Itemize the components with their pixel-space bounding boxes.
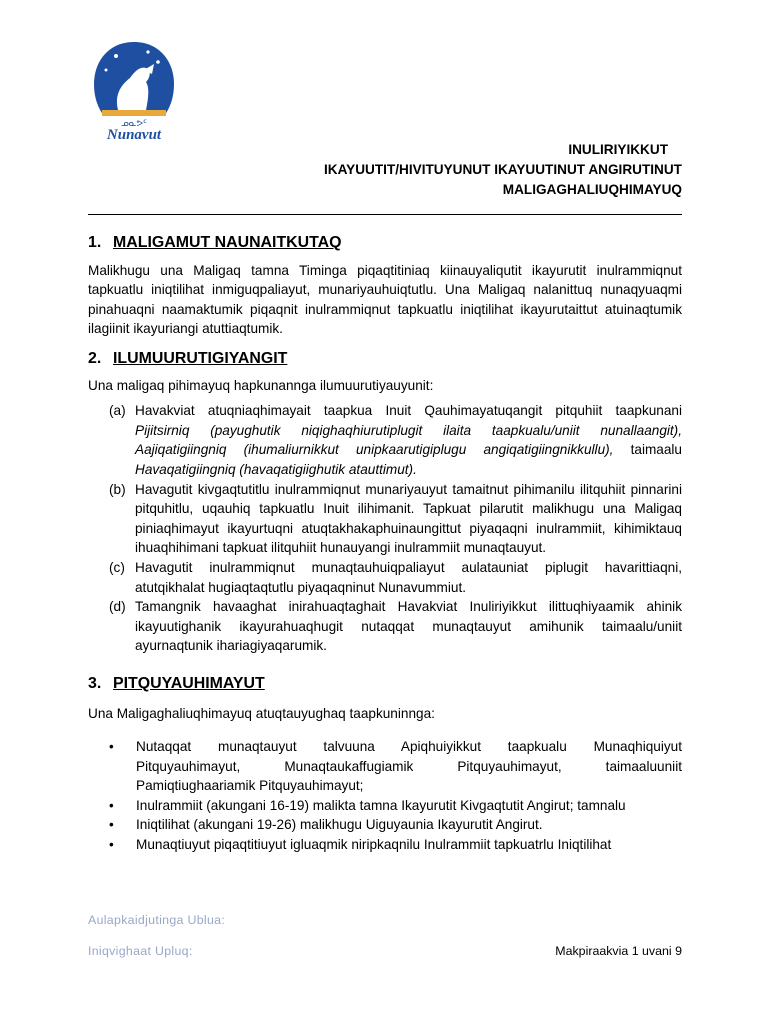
list-item [109, 597, 682, 656]
item-text: Munaqtiuyut piqaqtitiuyut igluaqmik niripkaqnilu Inulrammiit tapkuatrlu Iniqtilihat [136, 837, 612, 853]
item-label: (d) [109, 599, 126, 615]
item-label: (c) [109, 559, 125, 575]
section-1-heading [88, 233, 682, 253]
bullet-icon: • [109, 817, 114, 833]
title-line-1: INULIRIYIKKUT [568, 142, 668, 157]
document-title [324, 140, 682, 200]
list-item [109, 796, 682, 816]
item-label: (a) [109, 403, 126, 419]
item-label: (b) [109, 481, 126, 497]
section-3-intro: Una Maligaghaliuqhimayuq atuqtauyughaq taapkuninnga: [88, 706, 435, 722]
logo-syllabics: ᓄᓇᕗᑦ [121, 119, 147, 129]
bullet-icon: • [109, 837, 114, 853]
section-title: PITQUYAUHIMAYUT [113, 674, 265, 692]
item-text: Havagutit inulrammiqnut munaqtauhuiqpaliayut aulatauniat piplugit havarittiaqni, atutqikhalat hugiaqtaqtutlu piyaqaqninut Nunavummiut. [135, 559, 682, 595]
section-number: 2. [88, 349, 102, 367]
item-text: Iniqtilihat (akungani 19-26) malikhugu Uiguyaunia Ikayurutit Angirut. [136, 817, 543, 833]
nunavut-logo-icon [88, 40, 180, 140]
item-text: Nutaqqat munaqtauyut talvuuna Apiqhuiyikkut taapkualu Munaqhiquiyut Pitquyauhimayut, Munaqtaukaffugiamik Pitquyauhimayut, taimaaluuniit Pamiqtiughaariamik Pitquyauhimayut; [136, 739, 682, 794]
footer-review-date: Iniqvighaat Upluq: [88, 944, 193, 958]
title-line-3: MALIGAGHALIUQHIMAYUQ [502, 182, 682, 197]
section-2-intro: Una maligaq pihimayuq hapkunannga ilumuurutiyauyunit: [88, 377, 434, 393]
logo-wordmark: Nunavut [106, 127, 162, 140]
section-title: MALIGAMUT NAUNAITKUTAQ [113, 234, 342, 251]
item-text: Inulrammiit (akungani 16-19) malikta tamna Ikayurutit Kivgaqtutit Angirut; tamnalu [136, 797, 626, 813]
list-item [109, 835, 682, 855]
list-item [109, 558, 682, 597]
list-item [109, 815, 682, 835]
section-number: 1. [88, 234, 102, 251]
section-title: ILUMUURUTIGIYANGIT [113, 349, 288, 367]
bullet-icon: • [109, 739, 114, 755]
list-item [109, 737, 682, 796]
section-1-body: Malikhugu una Maligaq tamna Timinga piqaqtitiniaq kiinauyaliqutit ikayurutit inulrammiqnut tapkuatlu iniqtilihat inmiguqpaliayut, munariyauhuiqtutlu. Una Maligaq nalanittuq nunaqyuaqmi pinahuaqni naamaktumik piqaqnit inulrammiqnut tapkuatlu iniqtilihat ikayurutaittut atuinaqtumik ilagiinit ikayuriangi atuttiaqtumik. [88, 262, 682, 337]
title-line-2: IKAYUUTIT/HIVITUYUNUT IKAYUUTINUT ANGIRUTINUT [324, 162, 682, 177]
bullet-list [88, 737, 682, 855]
footer-effective-date: Aulapkaidjutinga Ublua: [88, 913, 226, 927]
list-item [109, 401, 682, 479]
footer-row [88, 944, 682, 958]
section-2-heading [88, 349, 682, 369]
section-3-heading [88, 674, 682, 694]
bullet-icon: • [109, 797, 114, 813]
item-text: Havakviat atuqniaqhimayait taapkua Inuit Qauhimayatuqangit pitquhiit taapkunani Pijitsirniq (payughutik niqighaqhiurutiplugit ilaita taapkualu/uniit nunallaangit), Aajiqatigiingniq (ihumaliurnikkut unipkaarutigiplugu angiqatigiingnikkullu), taimaalu Havaqatigiingniq (havaqatigiighutik atauttimut). [135, 403, 682, 477]
item-text: Havagutit kivgaqtutitlu inulrammiqnut munariyauyut tamaitnut pihimanilu ilitquhiit pinnarini pitquhitlu, uqauhiq tapkuatlu Inuit ilihimanit. Tapkuat pilarutit malikhugu una Maligaq piniaqhimayut ikayurtuqni atuqtakhakaphuinaungittut piyaqaqni inulrammiit, kihimiktauq ihuaqhihimani tapkuat ilitquhiit hunauyangi inulrammiit munaqtauyut. [135, 481, 682, 556]
page-number: Makpiraakvia 1 uvani 9 [555, 944, 682, 958]
item-text: Tamangnik havaaghat inirahuaqtaghait Havakviat Inuliriyikkut ilittuqhiyaamik ahinik ikayuutighanik ikayurahuaqhugit nutaqqat munaqtauyut amihunik taimaalu/uniit ayurnaqtunik ihariagiyaqarumik. [135, 599, 682, 654]
list-item [109, 480, 682, 558]
section-number: 3. [88, 674, 102, 692]
document-body [88, 233, 682, 855]
header-divider [88, 214, 682, 215]
